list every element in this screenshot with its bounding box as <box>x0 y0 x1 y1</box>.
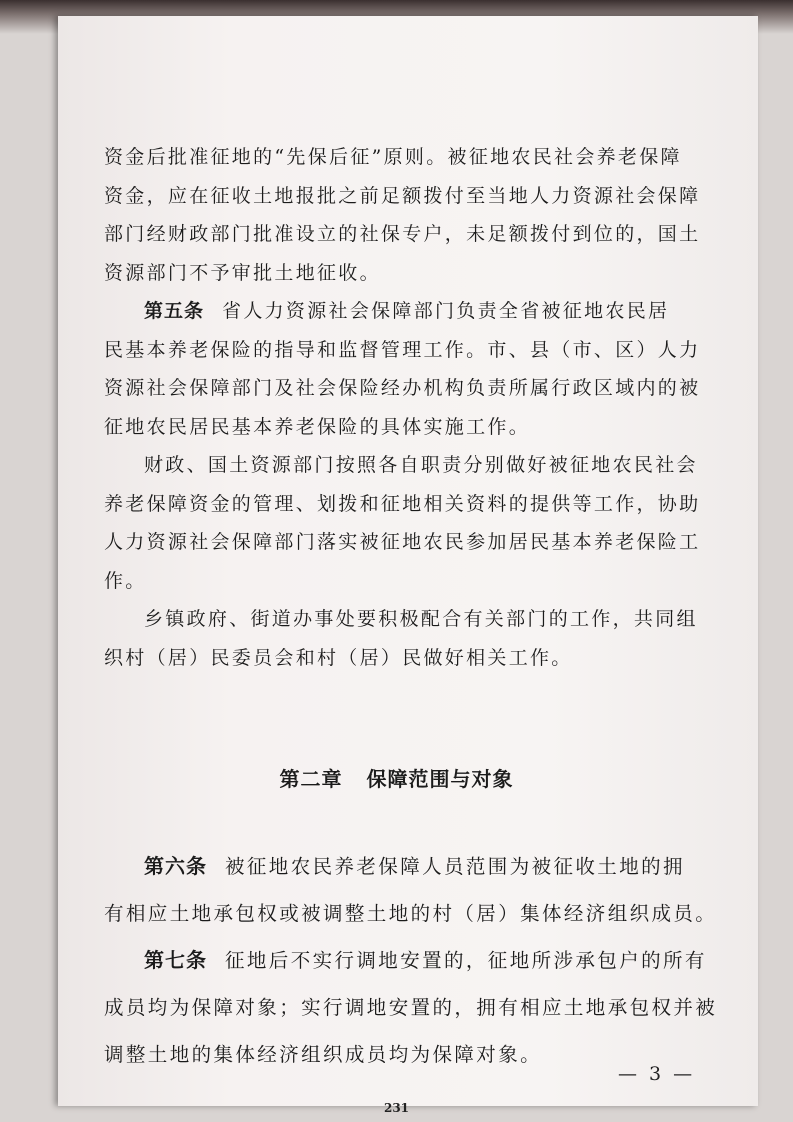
text-line: 人力资源社会保障部门落实被征地农民参加居民基本养老保险工 <box>104 531 701 553</box>
text-line: 财政、国土资源部门按照各自职责分别做好被征地农民社会 <box>144 454 698 476</box>
chapter-title: 保障范围与对象 <box>366 767 514 791</box>
article-5-first-line <box>104 292 724 331</box>
text-line: 部门经财政部门批准设立的社保专户，未足额拨付到位的，国土 <box>104 223 701 245</box>
chapter-heading <box>0 763 793 792</box>
text-line: 作。 <box>104 569 147 592</box>
article-6-text: 被征地农民养老保障人员范围为被征收土地的拥 <box>225 855 685 878</box>
text-line: 资金，应在征收土地报批之前足额拨付至当地人力资源社会保障 <box>104 184 701 207</box>
text-line: 调整土地的集体经济组织成员均为保障对象。 <box>104 1043 543 1066</box>
text-line: 民基本养老保险的指导和监督管理工作。市、县（市、区）人力 <box>104 338 701 361</box>
text-line: 资源部门不予审批土地征收。 <box>104 261 381 284</box>
article-6-first-line <box>104 843 734 890</box>
article-5-text: 省人力资源社会保障部门负责全省被征地农民居 <box>222 300 670 322</box>
article-5-label: 第五条 <box>144 300 205 322</box>
folio-number: 231 <box>383 1101 410 1115</box>
text-line: 乡镇政府、街道办事处要积极配合有关部门的工作，共同组 <box>144 608 698 630</box>
text-line: 征地农民居民基本养老保险的具体实施工作。 <box>104 415 531 438</box>
text-line: 养老保障资金的管理、划拨和征地相关资料的提供等工作，协助 <box>104 492 701 515</box>
text-line: 资源社会保障部门及社会保险经办机构负责所属行政区域内的被 <box>104 377 701 399</box>
text-line: 成员均为保障对象；实行调地安置的，拥有相应土地承包权并被 <box>104 996 718 1019</box>
article-7-label: 第七条 <box>144 948 207 972</box>
article-7-first-line <box>104 937 734 984</box>
body-text-lower <box>104 843 734 1078</box>
text-line: 织村（居）民委员会和村（居）民做好相关工作。 <box>104 646 573 669</box>
page-number: — 3 — <box>618 1063 696 1085</box>
body-text-upper <box>104 138 724 677</box>
article-7-text: 征地后不实行调地安置的，征地所涉承包户的所有 <box>225 949 707 972</box>
chapter-number: 第二章 <box>279 767 343 791</box>
article-6-label: 第六条 <box>144 854 207 878</box>
text-line: 资金后批准征地的“先保后征”原则。被征地农民社会养老保障 <box>104 146 682 168</box>
text-line: 有相应土地承包权或被调整土地的村（居）集体经济组织成员。 <box>104 902 718 925</box>
